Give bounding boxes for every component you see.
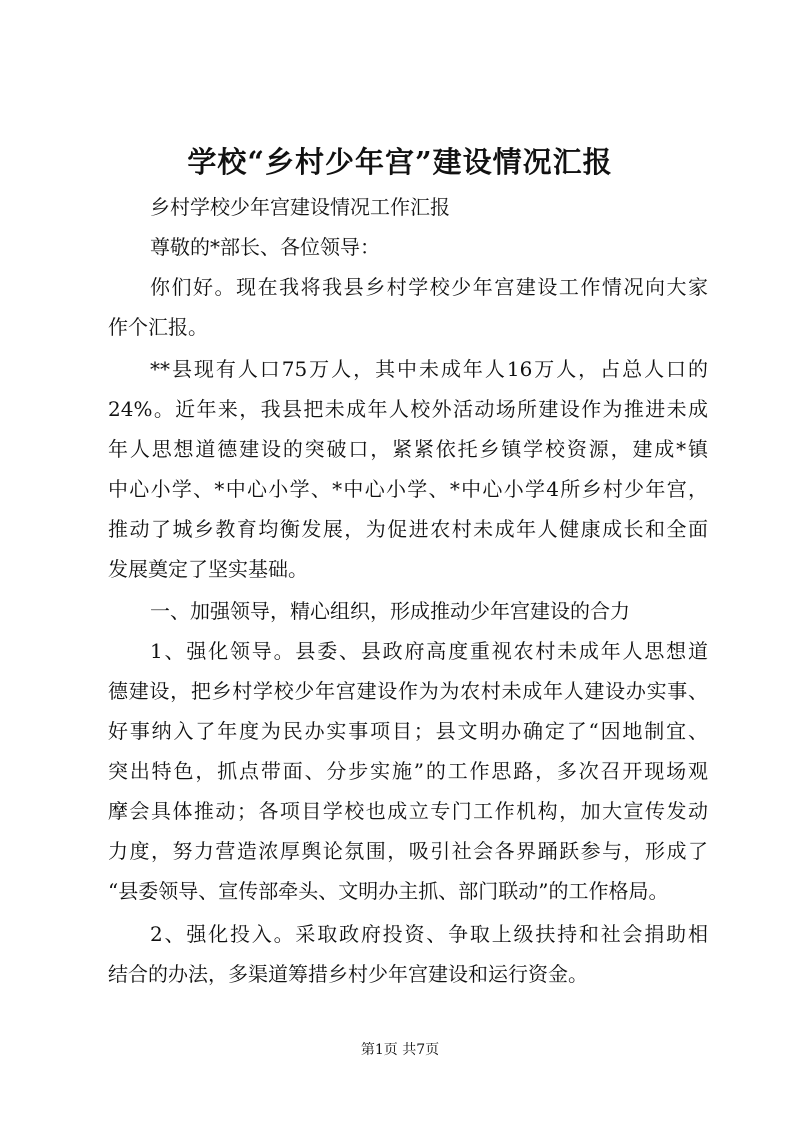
paragraph-line: “县委领导、宣传部牵头、文明办主抓、部门联动”的工作格局。	[108, 879, 669, 903]
paragraph-subtitle	[108, 187, 708, 227]
paragraph-line: 突出特色，抓点带面、分步实施”的工作思路，多次召开现场观	[108, 759, 708, 783]
paragraph-line: 德建设，把乡村学校少年宫建设作为为农村未成年人建设办实事、	[108, 679, 708, 703]
paragraph-line: 作个汇报。	[108, 315, 208, 339]
paragraph-line: 年人思想道德建设的突破口，紧紧依托乡镇学校资源，建成*镇	[108, 437, 708, 461]
paragraph-salutation	[108, 227, 708, 267]
section-heading	[108, 591, 708, 631]
paragraph-line: 24%。近年来，我县把未成年人校外活动场所建设作为推进未成	[108, 397, 708, 421]
paragraph-greeting	[108, 267, 708, 347]
paragraph-line: 力度，努力营造浓厚舆论氛围，吸引社会各界踊跃参与，形成了	[108, 839, 708, 863]
paragraph-line: 发展奠定了坚实基础。	[108, 557, 308, 581]
paragraph-line: 乡村学校少年宫建设情况工作汇报	[150, 195, 450, 219]
paragraph-line: 1、强化领导。县委、县政府高度重视农村未成年人思想道	[150, 639, 708, 663]
paragraph-leadership	[108, 631, 708, 911]
paragraph-investment	[108, 914, 708, 994]
paragraph-line: 结合的办法，多渠道筹措乡村少年宫建设和运行资金。	[108, 962, 588, 986]
paragraph-line: 推动了城乡教育均衡发展，为促进农村未成年人健康成长和全面	[108, 517, 708, 541]
paragraph-line: 中心小学、*中心小学、*中心小学、*中心小学4所乡村少年宫，	[108, 477, 708, 501]
paragraph-line: 好事纳入了年度为民办实事项目；县文明办确定了“因地制宜、	[108, 719, 708, 743]
paragraph-line: 尊敬的*部长、各位领导：	[150, 235, 380, 259]
paragraph-line: 2、强化投入。采取政府投资、争取上级扶持和社会捐助相	[150, 922, 708, 946]
paragraph-overview	[108, 349, 708, 589]
document-title: 学校“乡村少年宫”建设情况汇报	[187, 145, 613, 179]
page-number-footer: 第1页 共7页	[360, 1042, 440, 1058]
paragraph-line: 摩会具体推动；各项目学校也成立专门工作机构，加大宣传发动	[108, 799, 708, 823]
paragraph-line: 一、加强领导，精心组织，形成推动少年宫建设的合力	[150, 599, 630, 623]
paragraph-line: **县现有人口75万人，其中未成年人16万人，占总人口的	[150, 357, 708, 381]
paragraph-line: 你们好。现在我将我县乡村学校少年宫建设工作情况向大家	[150, 275, 708, 299]
